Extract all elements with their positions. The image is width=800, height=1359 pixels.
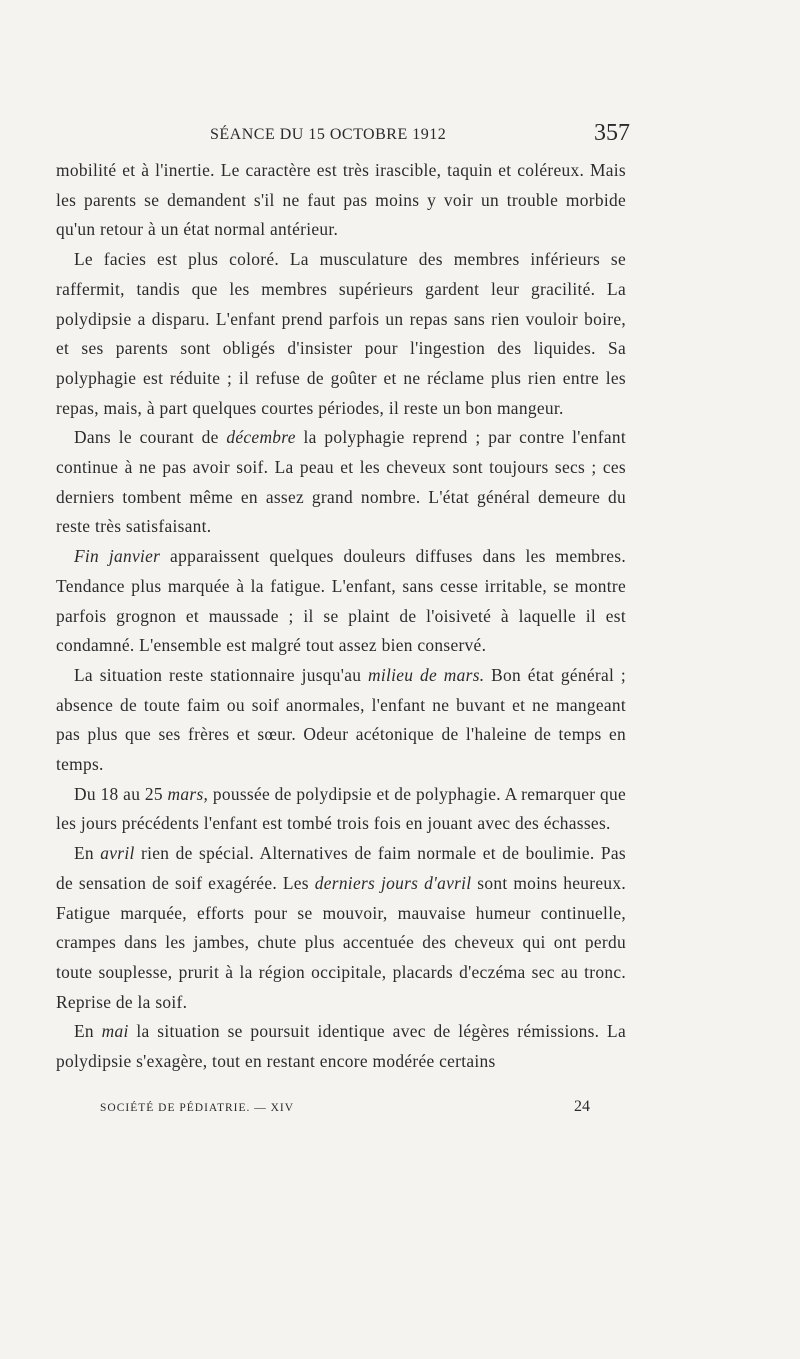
- text-run: En: [74, 843, 101, 864]
- body-text: [56, 156, 626, 1077]
- header-title: SÉANCE DU 15 OCTOBRE 1912: [210, 126, 447, 143]
- paragraph: [56, 542, 626, 661]
- text-run: Dans le courant de: [74, 427, 227, 448]
- paragraph: [56, 245, 626, 423]
- text-run: la polyphagie reprend ; par contre l'enfant continue à ne pas avoir soif. La peau et les cheveux sont toujours secs ; ces derniers tombent même en assez grand nombre. L'état général demeure du reste très satisfaisant.: [56, 427, 626, 537]
- text-run: la situation se poursuit identique avec de légères rémissions. La polydipsie s'exagère, tout en restant encore modérée certains: [56, 1021, 626, 1072]
- italic-phrase: mai: [101, 1021, 129, 1042]
- text-run: Le facies est plus coloré. La musculature des membres inférieurs se raffermit, tandis que les membres supérieurs gardent leur gracilité. La polydipsie a disparu. L'enfant prend parfois un repas sans rien vouloir boire, et ses parents sont obligés d'insister pour l'ingestion des liquides. Sa polyphagie est réduite ; il refuse de goûter et ne réclame plus rien entre les repas, mais, à part quelques courtes périodes, il reste un bon mangeur.: [56, 249, 626, 418]
- italic-phrase: derniers jours d'avril: [314, 872, 472, 893]
- text-run: sont moins heureux. Fatigue marquée, efforts pour se mouvoir, mauvaise humeur continuelle, crampes dans les jambes, chute plus accentuée des cheveux qui ont perdu toute souplesse, prurit à la région occipitale, placards d'eczéma sec au tronc. Reprise de la soif.: [56, 872, 626, 1012]
- paragraph: [56, 839, 626, 1017]
- text-run: La situation reste stationnaire jusqu'au: [74, 664, 368, 685]
- text-run: mobilité et à l'inertie. Le caractère est très irascible, taquin et coléreux. Mais les parents se demandent s'il ne faut pas moins y voir un trouble morbide qu'un retour à un état normal antérieur.: [56, 160, 626, 240]
- page-footer: [100, 1098, 590, 1122]
- italic-phrase: Fin janvier: [74, 546, 161, 567]
- text-run: rien de spécial. Alternatives de faim normale et de boulimie. Pas de sensation de soif exagérée. Les: [56, 843, 626, 893]
- sheet-number: 24: [574, 1098, 590, 1115]
- paragraph: [56, 156, 626, 245]
- running-header: [60, 120, 630, 152]
- text-run: apparaissent quelques douleurs diffuses dans les membres. Tendance plus marquée à la fatigue. L'enfant, sans cesse irritable, se montre parfois grognon et maussade ; il se plaint de l'oisiveté à laquelle il est condamné. L'ensemble est malgré tout assez bien conservé.: [56, 546, 626, 656]
- italic-phrase: décembre: [226, 427, 296, 448]
- paragraph: [56, 423, 626, 542]
- footer-signature: SOCIÉTÉ DE PÉDIATRIE. — XIV: [100, 1102, 295, 1114]
- italic-phrase: milieu de mars.: [367, 664, 485, 685]
- paragraph: [56, 1017, 626, 1076]
- italic-phrase: mars,: [167, 783, 209, 804]
- text-run: poussée de polydipsie et de polyphagie. A remarquer que les jours précédents l'enfant est tombé trois fois en jouant avec des échasses.: [56, 783, 626, 834]
- text-run: En: [74, 1021, 102, 1042]
- text-run: Bon état général ; absence de toute faim ou soif anormales, l'enfant ne buvant et ne mangeant pas plus que ses frères et sœur. Odeur acétonique de l'haleine de temps en temps.: [56, 664, 626, 775]
- paragraph: [56, 780, 626, 839]
- paragraph: [56, 661, 626, 780]
- italic-phrase: avril: [100, 843, 135, 864]
- text-run: Du 18 au 25: [74, 783, 168, 804]
- page-number: 357: [594, 120, 630, 146]
